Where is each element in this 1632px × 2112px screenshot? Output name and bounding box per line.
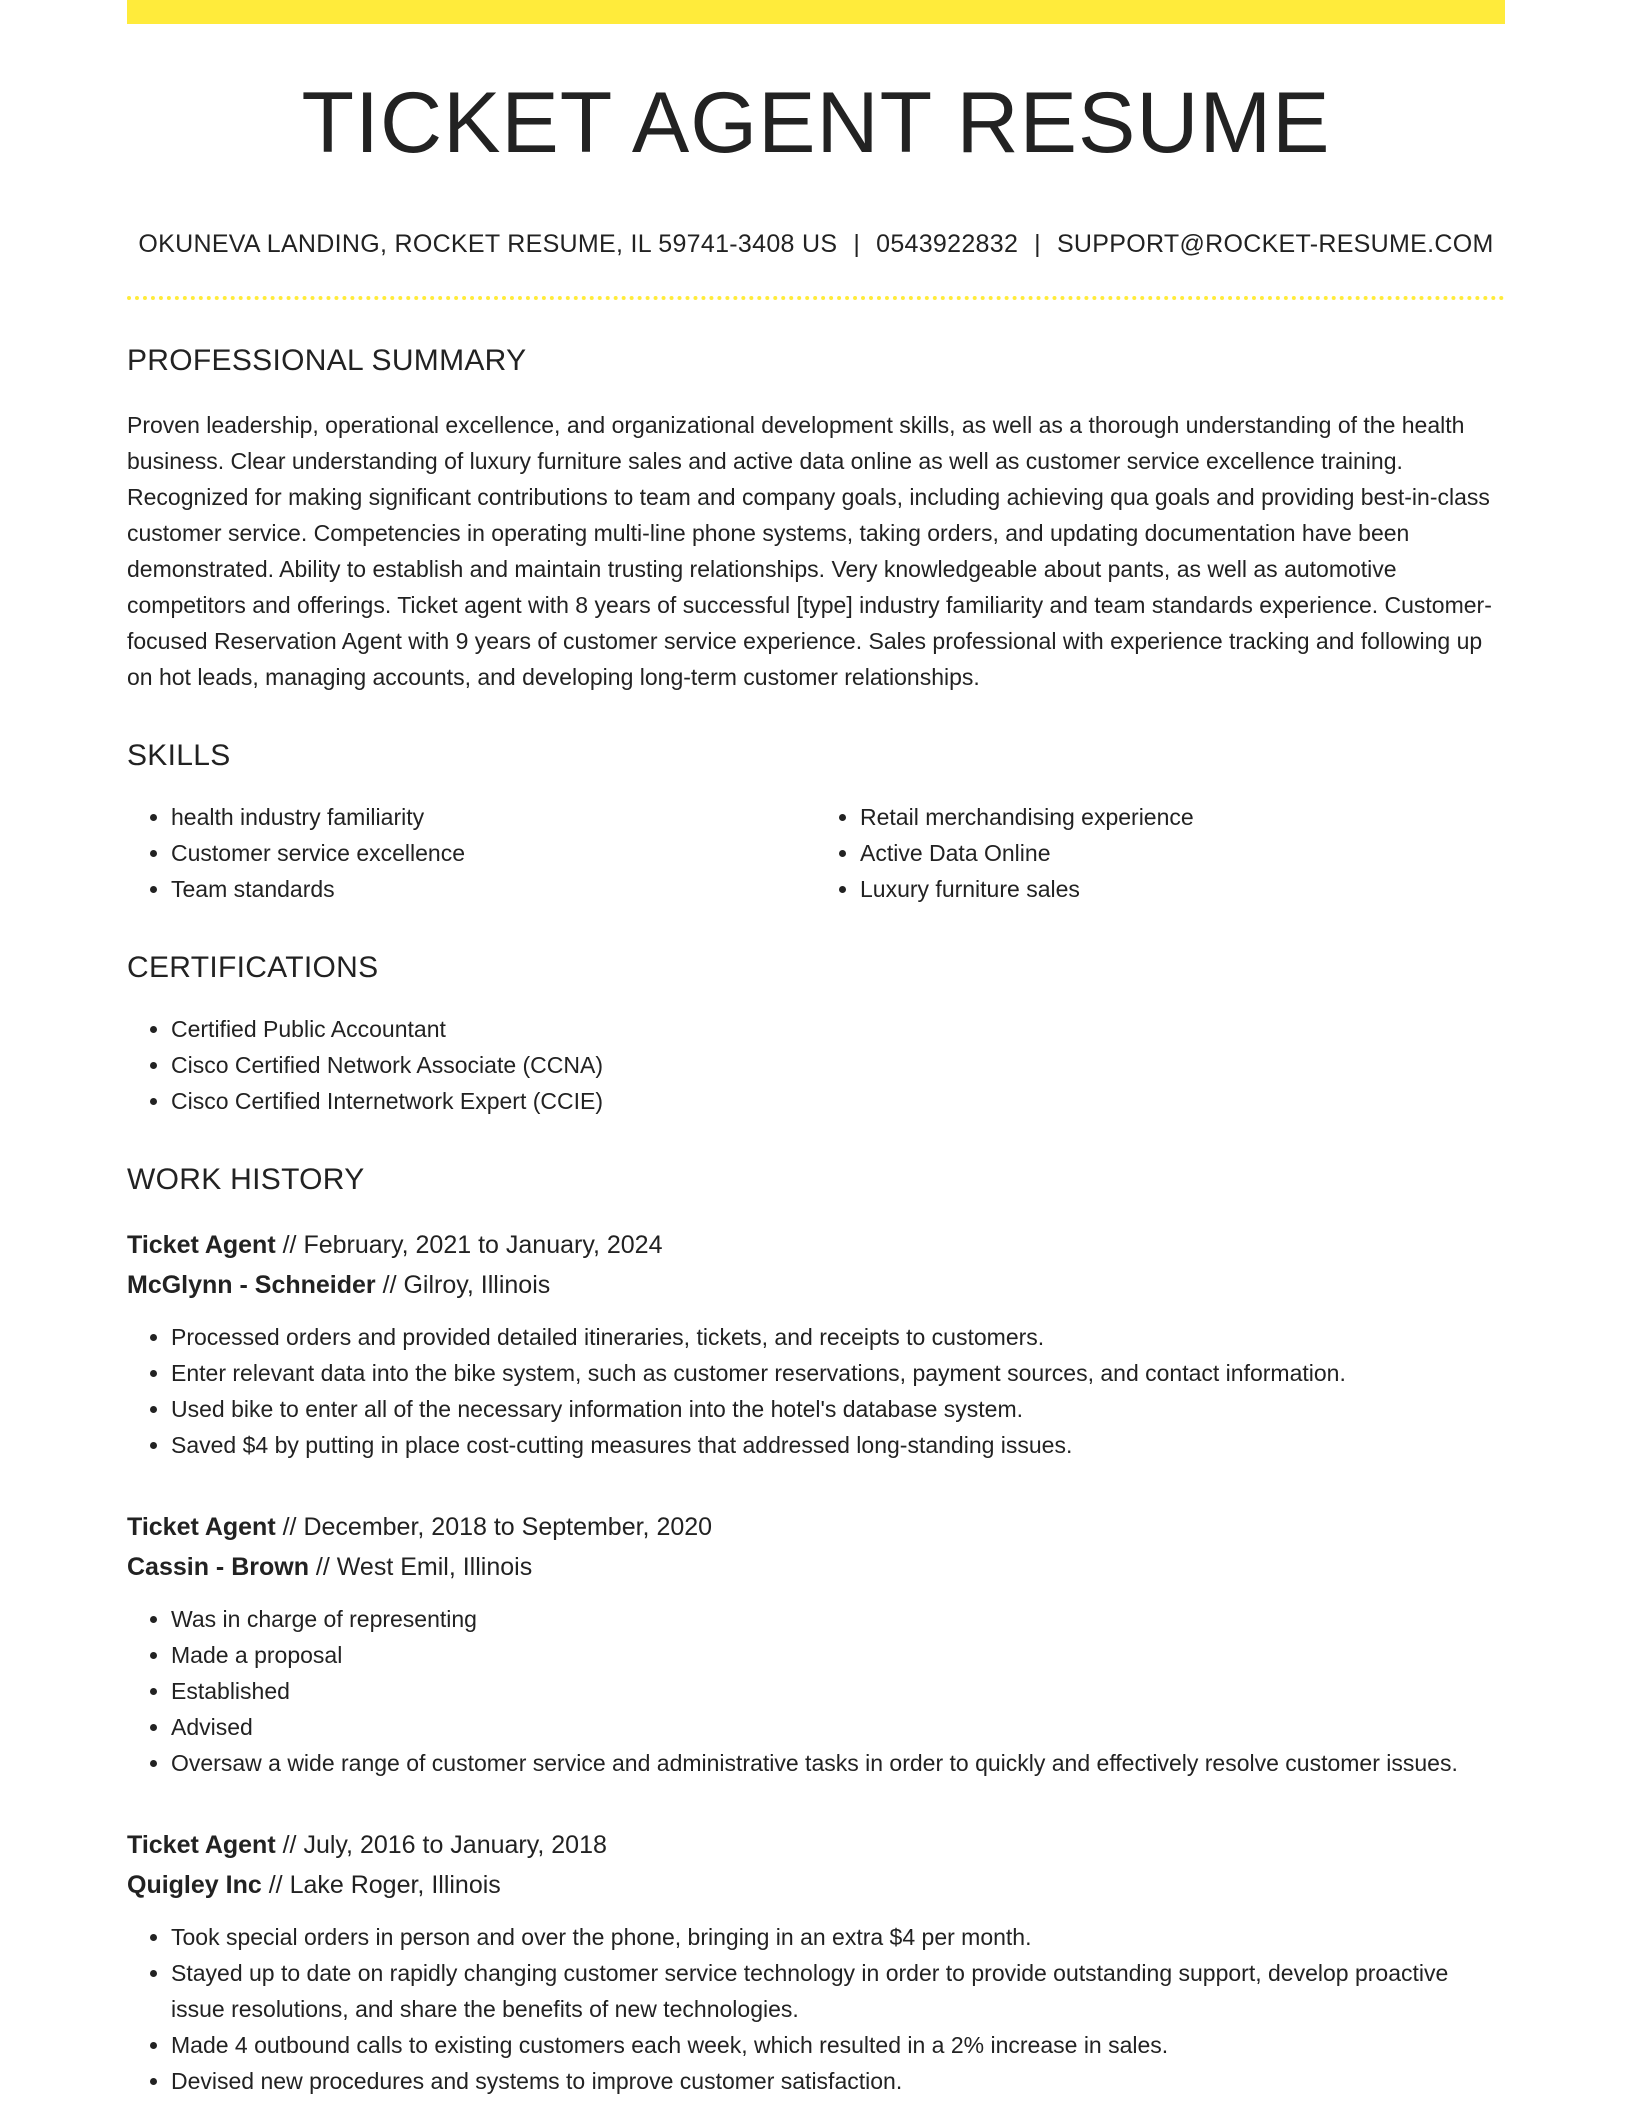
certification-item: • Cisco Certified Network Associate (CCNA) — [171, 1047, 1505, 1083]
work-history-section — [127, 1163, 1505, 2099]
job-dates: February, 2021 to January, 2024 — [303, 1231, 663, 1259]
contact-address: OKUNEVA LANDING, ROCKET RESUME, IL 59741-3408 US — [138, 230, 838, 258]
job-bullet: • Stayed up to date on rapidly changing customer service technology in order to provide outstanding support, develop proactive issue resolutions, and share the benefits of new technologies. — [171, 1955, 1505, 2027]
accent-bar — [127, 0, 1505, 24]
job-entry — [127, 1507, 1505, 1781]
certification-item: • Cisco Certified Internetwork Expert (CCIE) — [171, 1083, 1505, 1119]
job-title: Ticket Agent — [127, 1513, 276, 1541]
section-heading-work-history: WORK HISTORY — [127, 1163, 365, 1196]
job-title: Ticket Agent — [127, 1831, 276, 1859]
job-bullet: • Advised — [171, 1709, 1505, 1745]
job-company-line — [127, 1265, 1505, 1305]
job-bullet: • Made 4 outbound calls to existing customers each week, which resulted in a 2% increase in sales. — [171, 2027, 1505, 2063]
job-bullet: • Saved $4 by putting in place cost-cutting measures that addressed long-standing issues. — [171, 1427, 1505, 1463]
job-separator: // — [308, 1553, 337, 1581]
job-separator: // — [375, 1271, 404, 1299]
contact-separator: | — [1034, 230, 1041, 258]
contact-email: SUPPORT@ROCKET-RESUME.COM — [1056, 230, 1494, 258]
skills-right-list — [816, 799, 1505, 907]
job-bullet: • Established — [171, 1673, 1505, 1709]
certifications-section — [127, 951, 1505, 1119]
summary-section — [127, 344, 1505, 695]
job-company: McGlynn - Schneider — [127, 1271, 376, 1299]
certifications-list — [127, 1011, 1505, 1119]
skill-item: • health industry familiarity — [171, 799, 816, 835]
skill-item: • Team standards — [171, 871, 816, 907]
section-heading-summary: PROFESSIONAL SUMMARY — [127, 344, 527, 377]
job-separator: // — [275, 1831, 304, 1859]
job-title-line — [127, 1225, 1505, 1265]
job-bullets — [127, 1601, 1505, 1781]
job-bullet: • Devised new procedures and systems to improve customer satisfaction. — [171, 2063, 1505, 2099]
job-dates: December, 2018 to September, 2020 — [303, 1513, 713, 1541]
certification-item: • Certified Public Accountant — [171, 1011, 1505, 1047]
job-bullet: • Processed orders and provided detailed itineraries, tickets, and receipts to customers. — [171, 1319, 1505, 1355]
skill-item: • Active Data Online — [860, 835, 1505, 871]
job-separator: // — [275, 1513, 304, 1541]
job-title-line — [127, 1507, 1505, 1547]
job-separator: // — [261, 1871, 290, 1899]
job-bullet: • Took special orders in person and over the phone, bringing in an extra $4 per month. — [171, 1919, 1505, 1955]
job-entry — [127, 1225, 1505, 1463]
page-title: TICKET AGENT RESUME — [301, 75, 1331, 171]
skills-left-list — [127, 799, 816, 907]
job-bullet: • Was in charge of representing — [171, 1601, 1505, 1637]
summary-text: Proven leadership, operational excellence, and organizational development skills, as well as a thorough understanding of the health business. Clear understanding of luxury furniture sales and active data online as well as customer service excellence training. Recognized for making significant contributions to team and company goals, including achieving qua goals and providing best-in-class customer service. Competencies in operating multi-line phone systems, taking orders, and updating documentation have been demonstrated. Ability to establish and maintain trusting relationships. Very knowledgeable about pants, as well as automotive competitors and offerings. Ticket agent with 8 years of successful [type] industry familiarity and team standards experience. Customer-focused Reservation Agent with 9 years of customer service experience. Sales professional with experience tracking and following up on hot leads, managing accounts, and developing long-term customer relationships. — [127, 412, 1492, 690]
job-separator: // — [275, 1231, 304, 1259]
skills-columns — [127, 799, 1505, 907]
job-bullet: • Oversaw a wide range of customer service and administrative tasks in order to quickly and effectively resolve customer issues. — [171, 1745, 1505, 1781]
job-entry — [127, 1825, 1505, 2099]
job-bullet: • Used bike to enter all of the necessary information into the hotel's database system. — [171, 1391, 1505, 1427]
job-bullets — [127, 1319, 1505, 1463]
skill-item: • Luxury furniture sales — [860, 871, 1505, 907]
job-bullet: • Enter relevant data into the bike system, such as customer reservations, payment sources, and contact information. — [171, 1355, 1505, 1391]
job-location: West Emil, Illinois — [336, 1553, 533, 1581]
job-title-line — [127, 1825, 1505, 1865]
job-company: Cassin - Brown — [127, 1553, 309, 1581]
contact-phone: 0543922832 — [876, 230, 1019, 258]
skill-item: • Retail merchandising experience — [860, 799, 1505, 835]
resume-page — [127, 0, 1505, 2099]
dotted-divider — [127, 296, 1505, 300]
job-title: Ticket Agent — [127, 1231, 276, 1259]
skill-item: • Customer service excellence — [171, 835, 816, 871]
section-heading-certifications: CERTIFICATIONS — [127, 951, 379, 984]
job-bullets — [127, 1919, 1505, 2099]
contact-line — [127, 230, 1505, 259]
job-company-line — [127, 1865, 1505, 1905]
job-company-line — [127, 1547, 1505, 1587]
job-location: Lake Roger, Illinois — [289, 1871, 501, 1899]
job-dates: July, 2016 to January, 2018 — [303, 1831, 607, 1859]
section-heading-skills: SKILLS — [127, 739, 231, 772]
job-bullet: • Made a proposal — [171, 1637, 1505, 1673]
job-location: Gilroy, Illinois — [403, 1271, 551, 1299]
job-company: Quigley Inc — [127, 1871, 262, 1899]
skills-section — [127, 739, 1505, 907]
contact-separator: | — [853, 230, 861, 258]
